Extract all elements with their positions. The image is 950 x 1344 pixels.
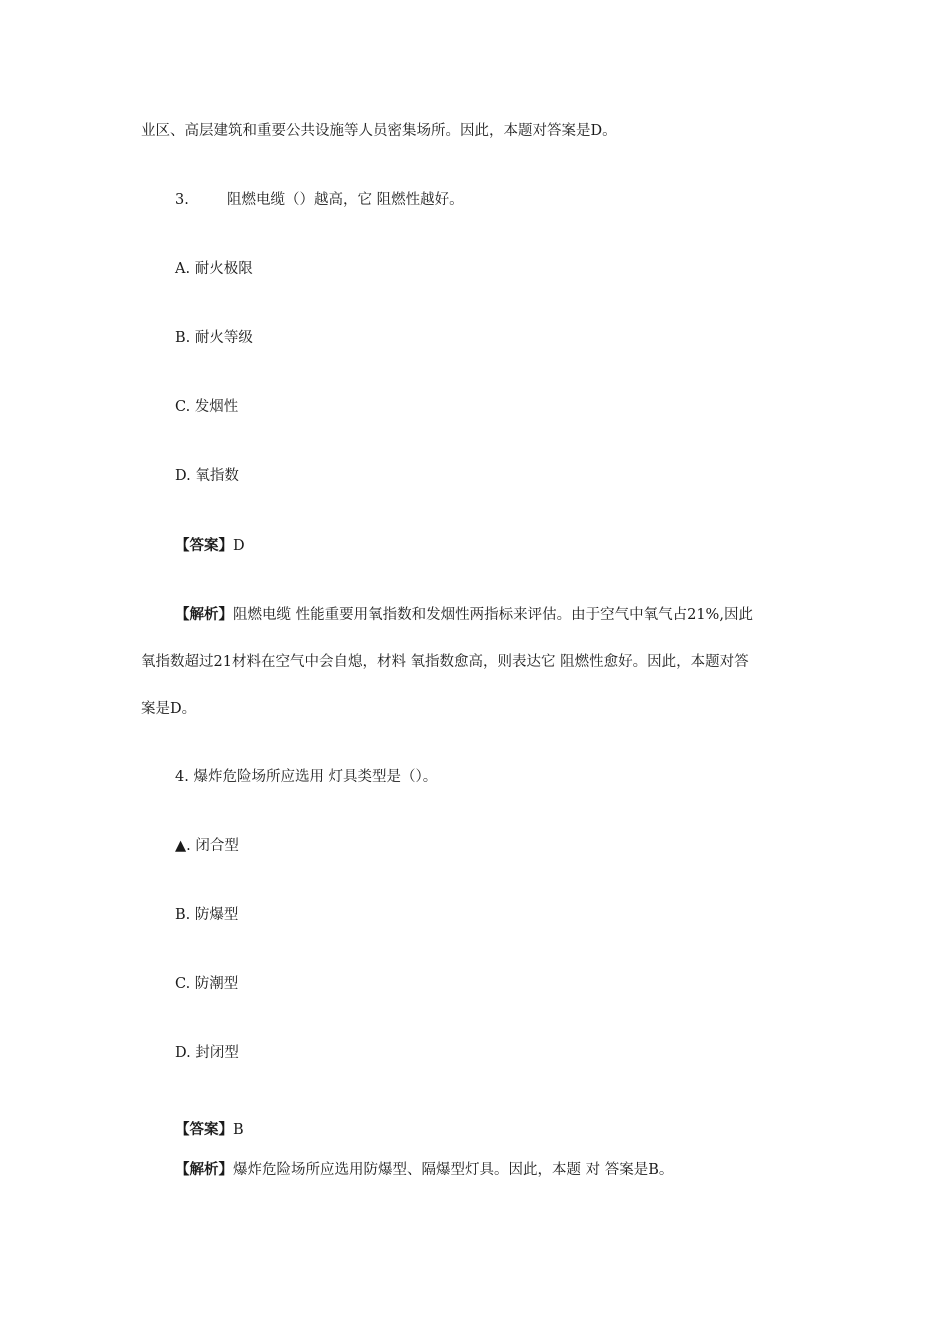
question-3-answer	[175, 536, 245, 556]
question-3-stem	[175, 190, 464, 210]
question-4-analysis	[175, 1160, 673, 1180]
answer-label: 【答案】	[175, 1121, 233, 1138]
question-4-option-d: D. 封闭型	[175, 1045, 239, 1061]
answer-value: B	[233, 1122, 244, 1138]
analysis-label: 【解析】	[175, 606, 233, 623]
question-3-option-d: D. 氧指数	[175, 468, 239, 484]
question-3-text: 阻燃电缆（）越高，它 阻燃性越好。	[227, 192, 464, 208]
question-3-analysis-line-3: 案是D。	[141, 701, 197, 717]
question-4-answer	[175, 1120, 244, 1140]
question-3-analysis-line-1	[175, 605, 753, 625]
previous-answer-tail: 业区、高层建筑和重要公共设施等人员密集场所。因此，本题对答案是D。	[141, 123, 617, 139]
question-3-number: 3.	[175, 192, 189, 208]
question-4-stem: 4. 爆炸危险场所应选用 灯具类型是（）。	[175, 769, 438, 785]
analysis-text: 阻燃电缆 性能重要用氧指数和发烟性两指标来评估。由于空气中氧气占21%,因此	[233, 607, 753, 623]
analysis-text: 爆炸危险场所应选用防爆型、隔爆型灯具。因此，本题 对 答案是B。	[233, 1162, 674, 1178]
answer-label: 【答案】	[175, 537, 233, 554]
answer-value: D	[233, 538, 245, 554]
question-3-option-c: C. 发烟性	[175, 399, 239, 415]
question-4-option-b: B. 防爆型	[175, 907, 239, 923]
question-4-option-c: C. 防潮型	[175, 976, 239, 992]
analysis-label: 【解析】	[175, 1161, 233, 1178]
question-4-option-a: ▲. 闭合型	[175, 838, 239, 854]
question-3-option-b: B. 耐火等级	[175, 330, 253, 346]
question-3-option-a: A. 耐火极限	[175, 261, 253, 277]
question-3-analysis-line-2: 氧指数超过21材料在空气中会自熄，材料 氧指数愈高，则表达它 阻燃性愈好。因此，本题对答	[141, 654, 749, 670]
